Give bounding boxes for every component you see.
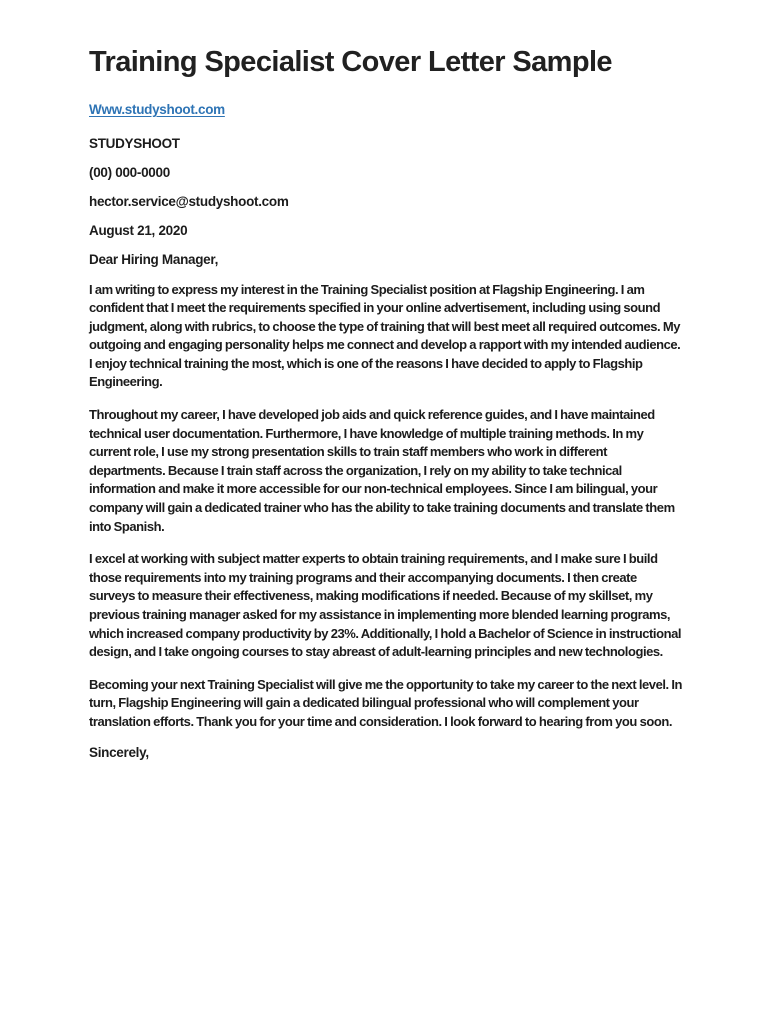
- letter-body: [89, 281, 682, 732]
- contact-block: [89, 137, 682, 239]
- letter-date: August 21, 2020: [89, 223, 188, 238]
- paragraph-skills: I excel at working with subject matter experts to obtain training requirements, and I make sure I build those requirements into my training programs and their accompanying documents. I then create surveys to measure their effectiveness, making modifications if needed. Because of my skillset, my previous training manager asked for my assistance in implementing more blended learning programs, which increased company productivity by 23%. Additionally, I hold a Bachelor of Science in instructional design, and I take ongoing courses to stay abreast of adult-learning principles and new technologies.: [89, 551, 682, 660]
- company-name: STUDYSHOOT: [89, 136, 180, 151]
- paragraph-closing-pitch: Becoming your next Training Specialist will give me the opportunity to take my career to the next level. In turn, Flagship Engineering will gain a dedicated bilingual professional who will complement your translation efforts. Thank you for your time and consideration. I look forward to hearing from you soon.: [89, 676, 683, 729]
- phone-number: (00) 000-0000: [89, 165, 170, 180]
- website-link[interactable]: Www.studyshoot.com: [89, 102, 225, 117]
- paragraph-intro: I am writing to express my interest in the Training Specialist position at Flagship Engineering. I am confident that I meet the requirements specified in your online advertisement, including using sound judgment, along with rubrics, to choose the type of training that will best meet all required outcomes. My outgoing and engaging personality helps me connect and develop a rapport with my intended audience. I enjoy technical training the most, which is one of the reasons I have decided to apply to Flagship Engineering.: [89, 281, 681, 390]
- paragraph-experience: Throughout my career, I have developed job aids and quick reference guides, and I have maintained technical user documentation. Furthermore, I have knowledge of multiple training methods. In my current role, I use my strong presentation skills to train staff members who work in different departments. Because I train staff across the organization, I rely on my ability to take technical information and make it more accessible for our non-technical employees. Since I am bilingual, your company will gain a dedicated trainer who has the ability to take training documents and translate them into Spanish.: [89, 407, 675, 534]
- closing-signoff: Sincerely,: [89, 744, 149, 760]
- salutation: Dear Hiring Manager,: [89, 252, 219, 267]
- page-title: Training Specialist Cover Letter Sample: [89, 46, 612, 78]
- email-address: hector.service@studyshoot.com: [89, 194, 289, 209]
